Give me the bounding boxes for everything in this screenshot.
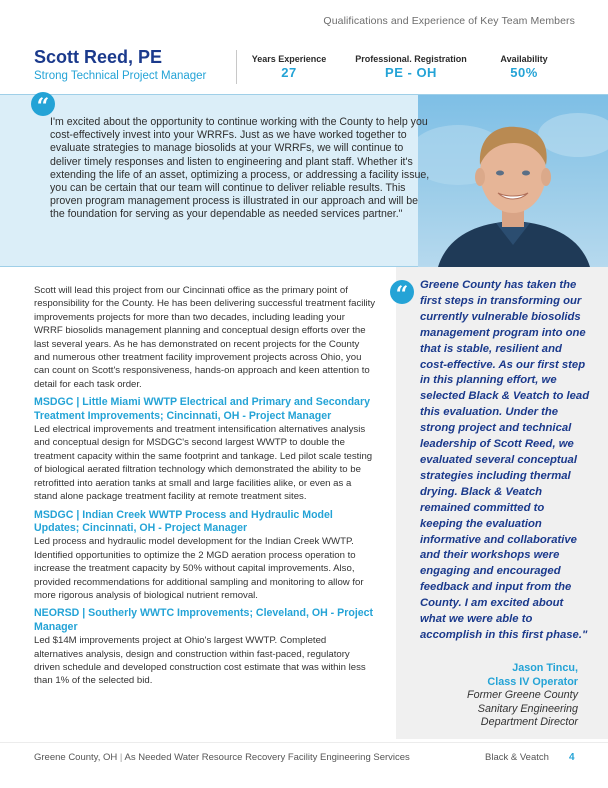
footer-client <box>34 752 410 763</box>
testimonial-credential: Class IV Operator <box>487 675 578 688</box>
quote-mark-icon: “ <box>31 92 55 116</box>
testimonial-attribution <box>398 662 578 730</box>
pm-quote: I'm excited about the opportunity to continue working with the County to help you cost-effectively invest into your WRRFs. Just as we have worked together to evaluate strategies to manage biosolids at your WRRFs, we will continue to deliver timely responses and listen to engineering and plant staff. Whether it's extending the life of an asset, optimizing a process, or addressing a facility issue, you can be certain that our team will continue to deliver reliable results. This proven program management process is illustrated in our approach and will be the foundation for serving as your dependable as needed services partner." <box>50 116 430 221</box>
project-entry <box>34 607 376 687</box>
stats-divider <box>236 50 237 84</box>
person-name: Scott Reed, PE <box>34 47 163 67</box>
stat-availability <box>488 54 560 80</box>
stat-value: 50% <box>510 65 538 80</box>
stat-label: Years Experience <box>251 54 327 64</box>
testimonial-affiliation: Sanitary Engineering <box>477 702 578 715</box>
stat-value: 27 <box>281 65 297 80</box>
project-title: MSDGC | Indian Creek WWTP Process and Hydraulic Model Updates; Cincinnati, OH - Project Manager <box>34 508 333 534</box>
project-description: Led process and hydraulic model development for the Indian Creek WWTP. Identified opportunities to optimize the 2 MGD aeration process operation to increase the treatment capacity by 50% without capital improvements. Also, provided recommendations for additional sampling and monitoring to allow for more rigorous analysis of biological nutrient removal. <box>34 536 364 601</box>
stat-registration <box>352 54 470 80</box>
project-description: Led electrical improvements and treatment intensification alternatives analysis and conceptual design for MSDGC's second largest WWTP to double the treatment capacity within the same footprint and tankage. Led pilot scale testing of biological aerated filtration technology which demonstrated the ability to be retrofitted into aeration tanks at small and large facilities alike, or even as a stand alone package treatment facility at remote treatment sites. <box>34 424 373 503</box>
testimonial-quote: Greene County has taken the first steps in transforming our currently vulnerable biosolids management program into one that is stable, resilient and cost-effective. As our first step in this planning effort, we selected Black & Veatch to lead this evaluation. Under the strong project and technical leadership of Scott Reed, we evaluated several conceptual strategies including thermal drying. Black & Veatch remained committed to keeping the evaluation informative and collaborative and their workshops were engaging and encouraged feedback and input from the County. I am excited about what we were able to accomplish in this first phase." <box>420 279 590 641</box>
project-entry <box>34 396 376 503</box>
stat-label: Availability <box>500 54 548 64</box>
footer-client-name: Greene County, OH <box>34 752 118 763</box>
footer-divider <box>0 742 608 743</box>
quote-mark-icon: “ <box>390 280 414 304</box>
project-description: Led $14M improvements project at Ohio's largest WWTP. Completed alternatives analysis, design and construction within fast-paced, regulatory driven schedule and developed construction cost estimate that was within less than 1% of the selected bid. <box>34 635 366 687</box>
footer-project-name: As Needed Water Resource Recovery Facility Engineering Services <box>124 752 410 763</box>
stat-label: Professional. Registration <box>355 54 467 64</box>
page-number: 4 <box>569 752 575 763</box>
project-title: MSDGC | Little Miami WWTP Electrical and Primary and Secondary Treatment Improvements; Cincinnati, OH - Project Manager <box>34 396 370 422</box>
stat-years-experience <box>248 54 330 80</box>
main-column <box>34 284 376 688</box>
footer-firm: Black & Veatch <box>485 752 549 763</box>
testimonial-affiliation: Former Greene County <box>466 689 578 702</box>
footer-separator: | <box>119 752 123 763</box>
project-title: NEORSD | Southerly WWTC Improvements; Cleveland, OH - Project Manager <box>34 607 374 633</box>
intro-paragraph: Scott will lead this project from our Cincinnati office as the primary point of responsibility for the County. He has been delivering successful treatment facility improvements projects for more than two decades, including leading your WRRF biosolids management planning and conceptual design efforts over the last several years. As he has demonstrated on recent projects for the County and numerous other treatment facility improvement projects across Ohio, you can count on Scott's responsiveness, hands-on approach and keen attention to detail for each task order. <box>34 285 376 390</box>
testimonial-name: Jason Tincu, <box>512 662 578 674</box>
testimonial-affiliation: Department Director <box>480 716 578 729</box>
project-entry <box>34 509 376 603</box>
headshot-illustration <box>418 95 608 267</box>
section-title: Qualifications and Experience of Key Team Members <box>323 15 575 27</box>
stat-value: PE - OH <box>385 65 437 80</box>
person-heading <box>34 47 206 82</box>
person-role: Strong Technical Project Manager <box>34 70 207 82</box>
headshot-photo <box>418 95 608 267</box>
